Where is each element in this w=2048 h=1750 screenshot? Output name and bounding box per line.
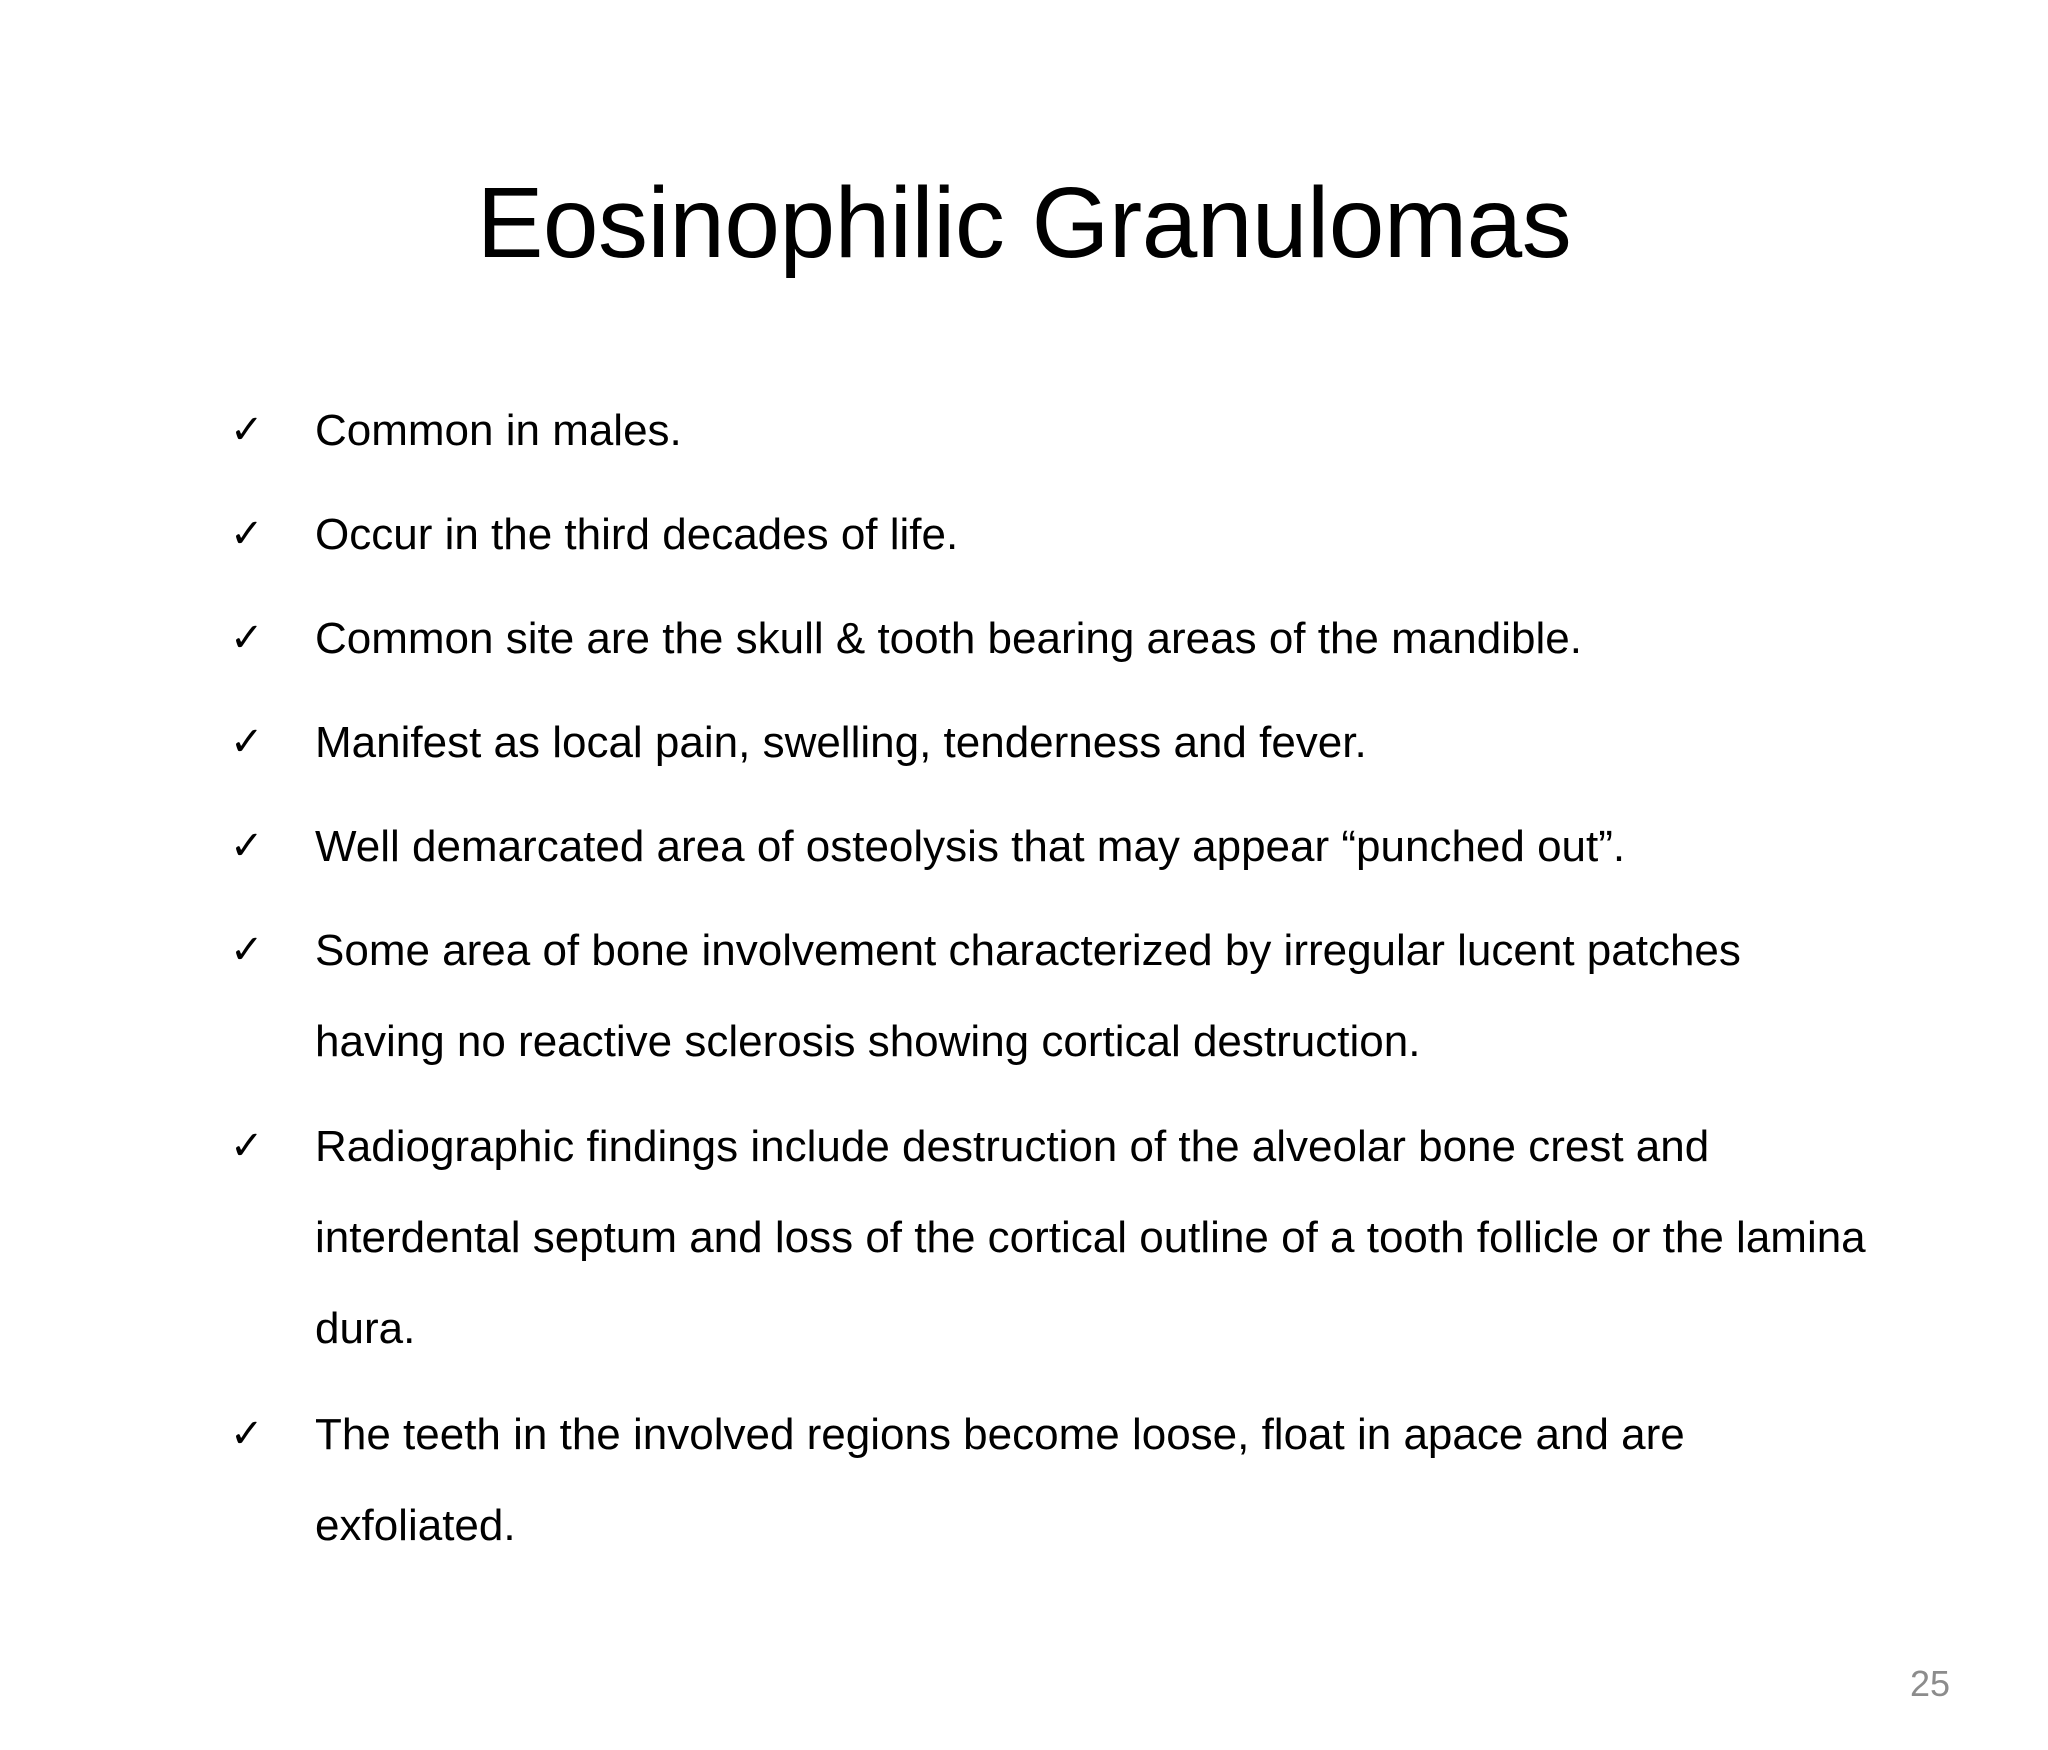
bullet-text: The teeth in the involved regions become loose, float in apace and are exfoliated. xyxy=(315,1410,1685,1550)
bullet-text: Manifest as local pain, swelling, tenderness and fever. xyxy=(315,718,1367,767)
bullet-text: Common in males. xyxy=(315,406,682,455)
check-mark-icon: ✓ xyxy=(230,823,264,869)
bullet-text: Occur in the third decades of life. xyxy=(315,510,959,559)
check-mark-icon: ✓ xyxy=(230,1411,264,1457)
bullet-text: Radiographic findings include destruction of the alveolar bone crest and interdental septum and loss of the cortical outline of a tooth follicle or the lamina dura. xyxy=(315,1122,1866,1353)
check-mark-icon: ✓ xyxy=(230,615,264,661)
check-mark-icon: ✓ xyxy=(230,407,264,453)
page-number: 25 xyxy=(1909,1663,1950,1704)
check-mark-icon: ✓ xyxy=(230,719,264,765)
check-mark-icon: ✓ xyxy=(230,1123,264,1169)
bullet-text: Common site are the skull & tooth bearing areas of the mandible. xyxy=(315,614,1582,663)
bullet-text: Well demarcated area of osteolysis that may appear “punched out”. xyxy=(315,822,1626,871)
check-mark-icon: ✓ xyxy=(230,511,264,557)
check-mark-icon: ✓ xyxy=(230,927,264,973)
slide-title: Eosinophilic Granulomas xyxy=(476,167,1572,279)
bullet-text: Some area of bone involvement characterized by irregular lucent patches having no reactive sclerosis showing cortical destruction. xyxy=(315,926,1741,1066)
